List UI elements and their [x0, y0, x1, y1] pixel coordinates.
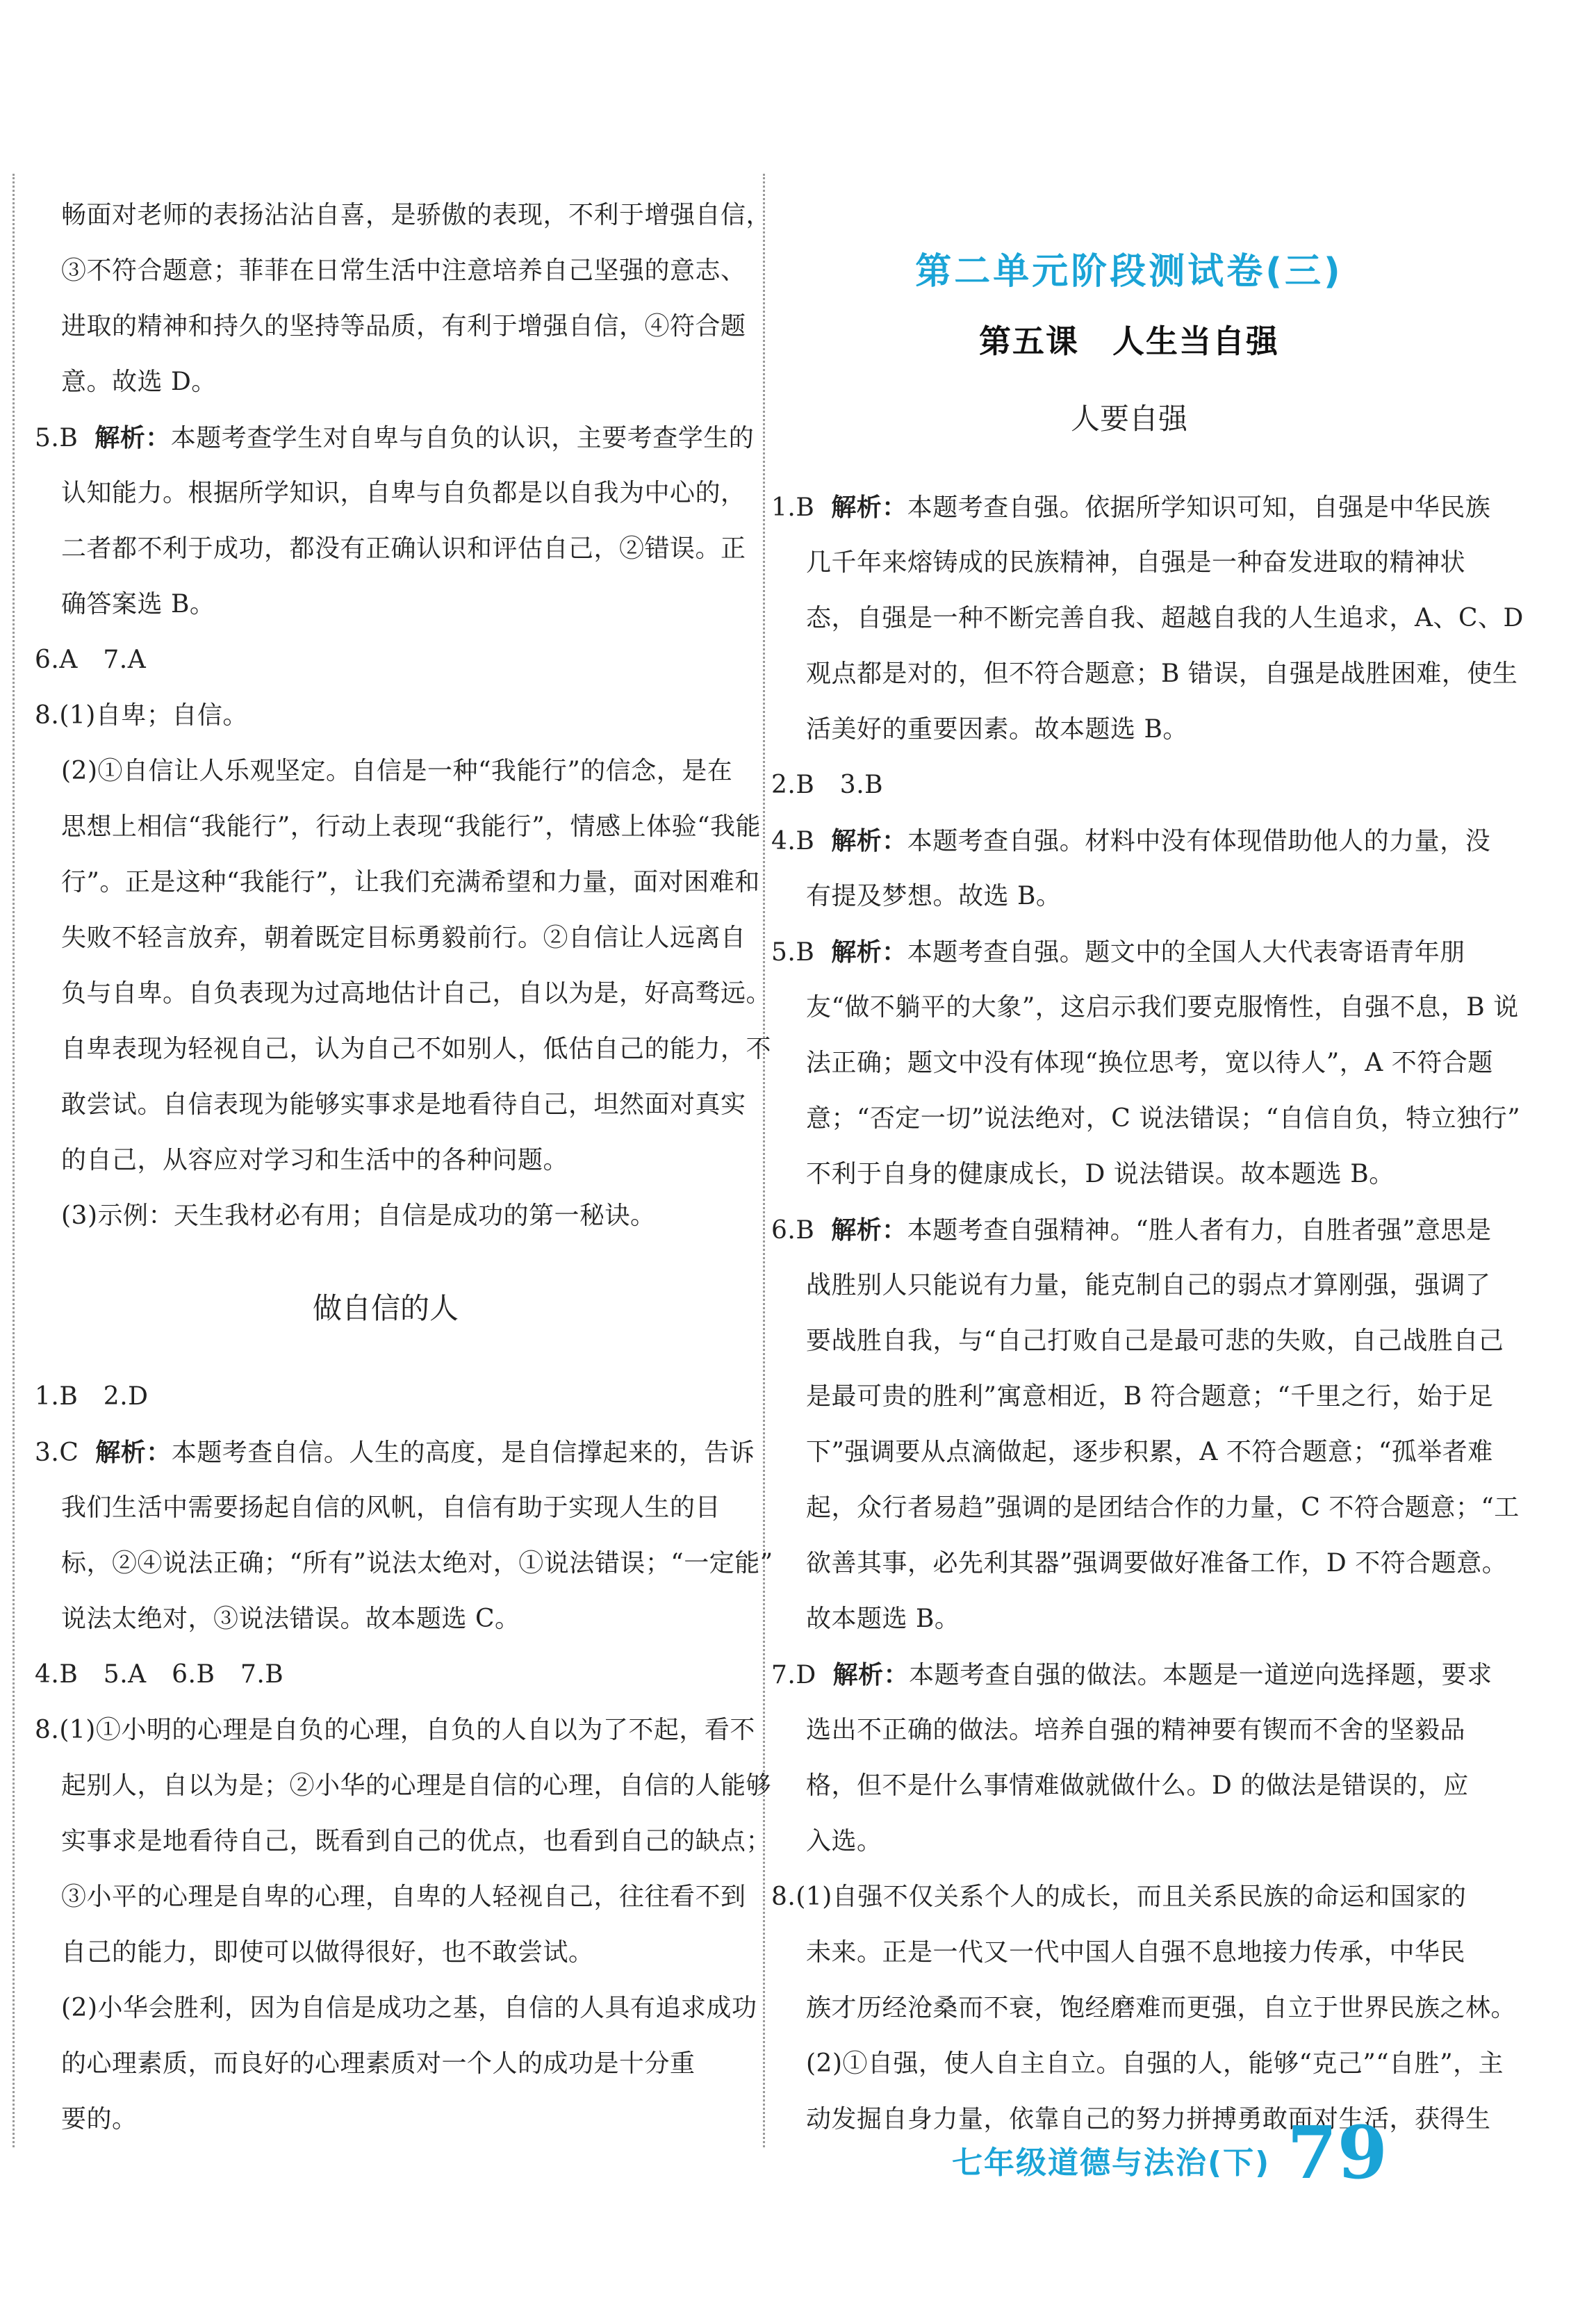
text-line: 自己的能力，即使可以做得很好，也不敢尝试。: [61, 1938, 594, 1967]
text-line: 未来。正是一代又一代中国人自强不息地接力传承，中华民: [806, 1938, 1466, 1967]
text-line: 思想上相信“我能行”，行动上表现“我能行”，情感上体验“我能: [61, 812, 762, 841]
text-line: 族才历经沧桑而不衰，饱经磨难而更强，自立于世界民族之林。: [806, 1994, 1517, 2022]
left-margin-rule: [13, 174, 15, 2147]
text-line: 负与自卑。自负表现为过高地估计自己，自以为是，好高骛远。: [61, 979, 772, 1008]
text-line: 我们生活中需要扬起自信的风帆，自信有助于实现人生的目: [61, 1493, 721, 1522]
text-line: 标，②④说法正确；“所有”说法太绝对，①说法错误；“一定能”: [61, 1549, 773, 1577]
text-line: 8.(1)自强不仅关系个人的成长，而且关系民族的命运和国家的: [771, 1883, 1467, 1911]
text-line: 有提及梦想。故选 B。: [806, 882, 1062, 910]
answer-num: 1.B: [771, 493, 815, 522]
answer-num: 5.B: [771, 938, 815, 967]
text-line: 态，自强是一种不断完善自我、超越自我的人生追求，A、C、D: [806, 604, 1524, 632]
text-line: 不利于自身的健康成长，D 说法错误。故本题选 B。: [806, 1160, 1395, 1188]
analysis-label: 解析：: [831, 493, 907, 522]
analysis-text: 本题考查自强。依据所学知识可知，自强是中华民族: [907, 493, 1491, 522]
text-line: 二者都不利于成功，都没有正确认识和评估自己，②错误。正: [61, 534, 746, 563]
text-line: 意。故选 D。: [61, 368, 217, 396]
answer-1-2: 1.B 2.D: [35, 1382, 149, 1411]
text-line: 进取的精神和持久的坚持等品质，有利于增强自信，④符合题: [61, 312, 746, 341]
text-line: 动发掘自身力量，依靠自己的努力拼搏勇敢面对生活，获得生: [806, 2105, 1491, 2133]
answer-3: [35, 1425, 755, 1481]
section-title: 人要自强: [1070, 402, 1187, 436]
analysis-label: 解析：: [94, 423, 171, 452]
answer-num: 6.B: [771, 1216, 815, 1245]
answer-num: 7.D: [771, 1661, 816, 1689]
text-line: 实事求是地看待自己，既看到自己的优点，也看到自己的缺点；: [61, 1827, 772, 1855]
text-line: 友“做不躺平的大象”，这启示我们要克服惰性，自强不息，B 说: [806, 993, 1519, 1022]
text-line: (2)①自强，使人自主自立。自强的人，能够“克己”“自胜”，主: [806, 2049, 1504, 2078]
text-line: 行”。正是这种“我能行”，让我们充满希望和力量，面对困难和: [61, 868, 760, 896]
page-number: 79: [1287, 2110, 1388, 2195]
answer-5: [35, 410, 754, 466]
analysis-label: 解析：: [95, 1438, 172, 1467]
text-line: 敢尝试。自信表现为能够实事求是地看待自己，坦然面对真实: [61, 1090, 746, 1119]
analysis-text: 本题考查自强。材料中没有体现借助他人的力量，没: [907, 827, 1491, 855]
unit-title: 第二单元阶段测试卷(三): [915, 251, 1343, 293]
answer-5: [771, 924, 1465, 981]
text-line: 认知能力。根据所学知识，自卑与自负都是以自我为中心的，: [61, 479, 746, 507]
analysis-label: 解析：: [831, 937, 907, 967]
text-line: 自卑表现为轻视自己，认为自己不如别人，低估自己的能力，不: [61, 1035, 772, 1063]
text-line: 8.(1)①小明的心理是自负的心理，自负的人自以为了不起，看不: [35, 1716, 755, 1744]
answer-num: 5.B: [35, 424, 79, 452]
text-line: 的心理素质，而良好的心理素质对一个人的成功是十分重: [61, 2049, 696, 2078]
text-line: 意；“否定一切”说法绝对，C 说法错误；“自信自负，特立独行”: [806, 1104, 1521, 1133]
answer-num: 3.C: [35, 1439, 79, 1467]
answer-4: [771, 813, 1490, 869]
text-line: (2)小华会胜利，因为自信是成功之基，自信的人具有追求成功: [61, 1994, 757, 2022]
text-line: 要的。: [61, 2105, 138, 2133]
answer-8-1: 8.(1)自卑；自信。: [35, 701, 248, 730]
answer-num: 4.B: [771, 827, 815, 855]
analysis-text: 本题考查自强。题文中的全国人大代表寄语青年朋: [907, 938, 1465, 967]
text-line: 入选。: [806, 1827, 882, 1855]
answer-6: [771, 1202, 1492, 1259]
text-line: ③小平的心理是自卑的心理，自卑的人轻视自己，往往看不到: [61, 1883, 746, 1911]
analysis-label: 解析：: [831, 1215, 907, 1245]
answer-7: [771, 1647, 1492, 1703]
analysis-label: 解析：: [832, 1660, 910, 1689]
text-line: 战胜别人只能说有力量，能克制自己的弱点才算刚强，强调了: [806, 1271, 1491, 1300]
answer-6-7: 6.A 7.A: [35, 646, 147, 674]
answer-8-3: (3)示例：天生我材必有用；自信是成功的第一秘诀。: [61, 1202, 656, 1230]
analysis-label: 解析：: [831, 826, 907, 855]
text-line: 法正确；题文中没有体现“换位思考，宽以待人”，A 不符合题: [806, 1049, 1493, 1077]
text-line: 是最可贵的胜利”寓意相近，B 符合题意；“千里之行，始于足: [806, 1382, 1494, 1411]
answer-4-7: 4.B 5.A 6.B 7.B: [35, 1660, 284, 1689]
text-line: 故本题选 B。: [806, 1605, 960, 1633]
text-line: 的自己，从容应对学习和生活中的各种问题。: [61, 1146, 569, 1174]
text-line: ③不符合题意；菲菲在日常生活中注意培养自己坚强的意志、: [61, 256, 746, 285]
text-line: 几千年来熔铸成的民族精神，自强是一种奋发进取的精神状: [806, 548, 1466, 577]
book-title: 七年级道德与法治(下): [952, 2145, 1271, 2181]
analysis-text: 本题考查学生对自卑与自负的认识，主要考查学生的: [170, 424, 755, 452]
text-line: 格，但不是什么事情难做就做什么。D 的做法是错误的，应: [806, 1771, 1469, 1800]
text-line: 欲善其事，必先利其器”强调要做好准备工作，D 不符合题意。: [806, 1549, 1508, 1577]
text-line: 选出不正确的做法。培养自强的精神要有锲而不舍的坚毅品: [806, 1716, 1466, 1744]
text-line: 下”强调要从点滴做起，逐步积累，A 不符合题意；“孤举者难: [806, 1438, 1493, 1466]
answer-1: [771, 480, 1490, 536]
text-line: 活美好的重要因素。故本题选 B。: [806, 715, 1188, 744]
text-line: 说法太绝对，③说法错误。故本题选 C。: [61, 1605, 520, 1633]
text-line: 起别人，自以为是；②小华的心理是自信的心理，自信的人能够: [61, 1771, 772, 1800]
section-title: 做自信的人: [312, 1291, 459, 1325]
text-line: 畅面对老师的表扬沾沾自喜，是骄傲的表现，不利于增强自信，: [61, 201, 772, 229]
text-line: 确答案选 B。: [61, 590, 215, 618]
answer-2-3: 2.B 3.B: [771, 771, 884, 799]
text-line: 观点都是对的，但不符合题意；B 错误，自强是战胜困难，使生: [806, 659, 1518, 688]
analysis-text: 本题考查自信。人生的高度，是自信撑起来的，告诉: [171, 1439, 755, 1467]
text-line: 失败不轻言放弃，朝着既定目标勇毅前行。②自信让人远离自: [61, 924, 746, 952]
text-line: 起，众行者易趋”强调的是团结合作的力量，C 不符合题意；“工: [806, 1493, 1520, 1522]
text-line: (2)①自信让人乐观坚定。自信是一种“我能行”的信念，是在: [61, 757, 733, 785]
lesson-title: 第五课 人生当自强: [979, 322, 1279, 360]
analysis-text: 本题考查自强的做法。本题是一道逆向选择题，要求: [909, 1661, 1492, 1689]
text-line: 要战胜自我，与“自己打败自己是最可悲的失败，自己战胜自己: [806, 1327, 1504, 1355]
analysis-text: 本题考查自强精神。“胜人者有力，自胜者强”意思是: [907, 1216, 1492, 1245]
